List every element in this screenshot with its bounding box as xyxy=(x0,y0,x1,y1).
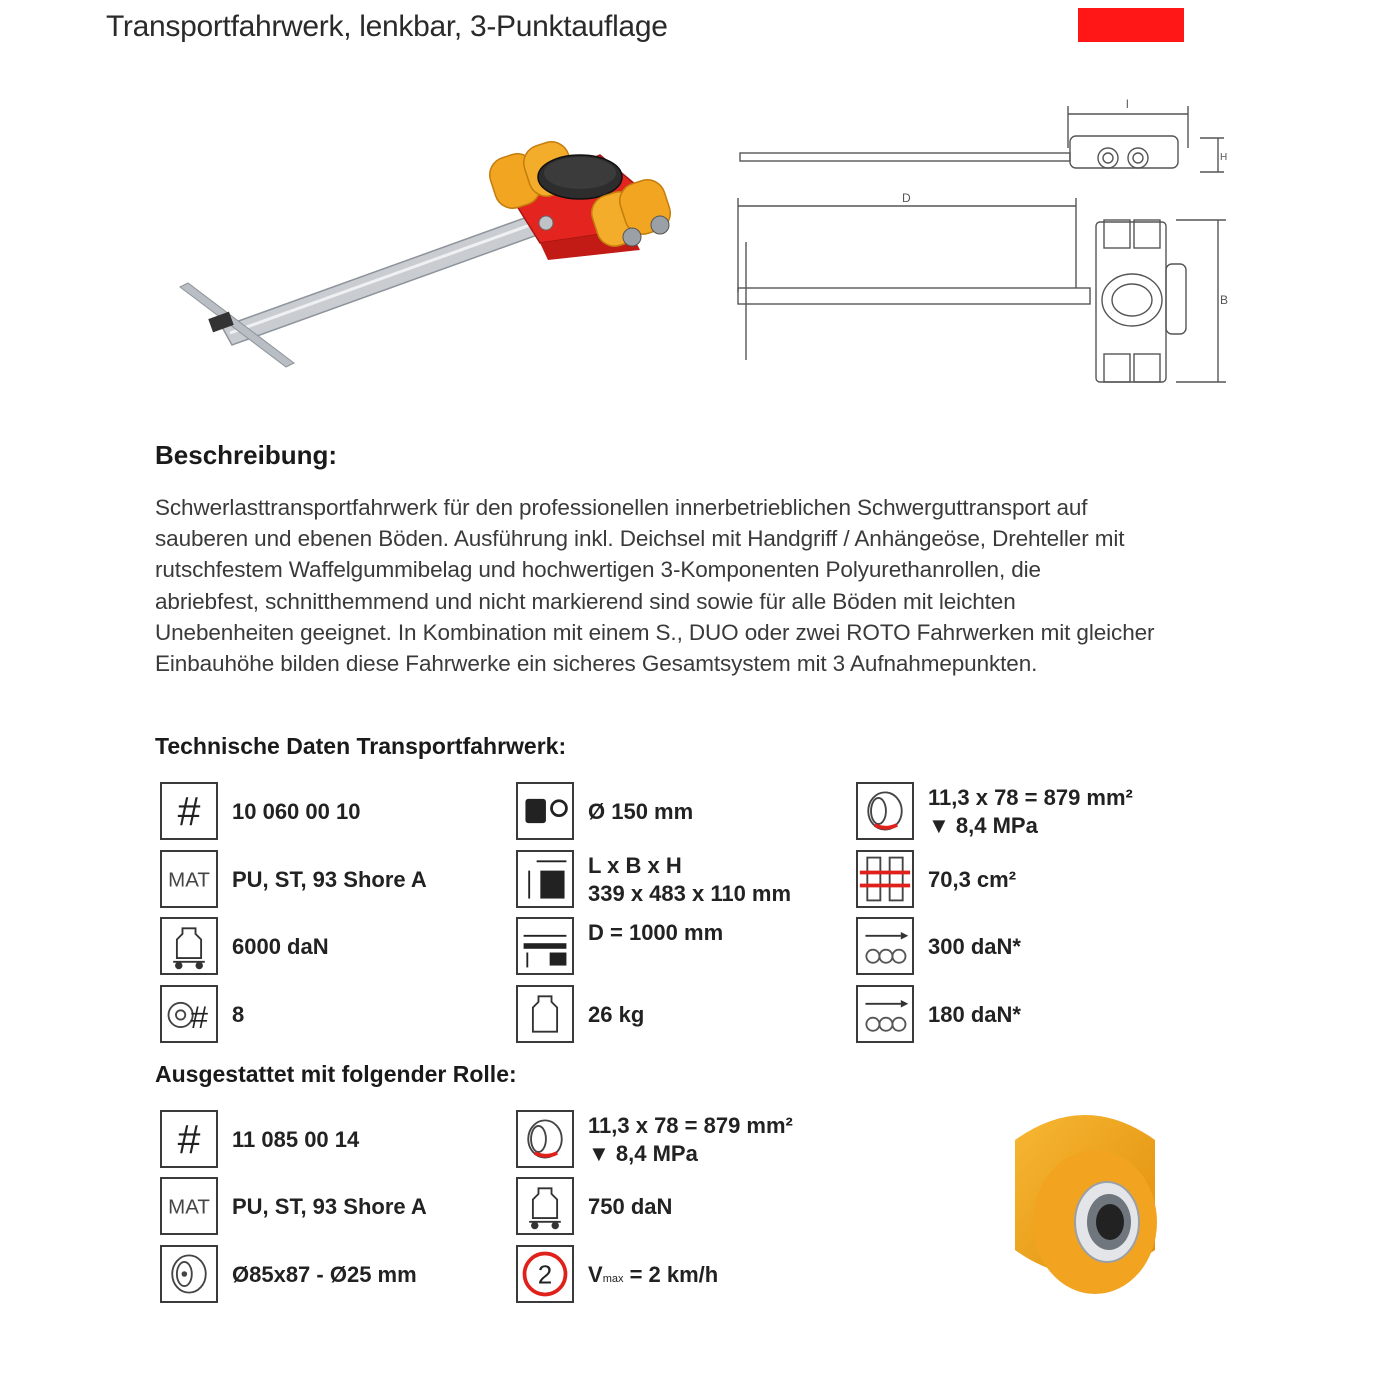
starting-force-value: 300 daN* xyxy=(928,934,1021,959)
dim-l-label: l xyxy=(1126,97,1129,111)
roller-diameter-value: Ø 150 mm xyxy=(588,799,694,824)
dim-d-label: D xyxy=(902,191,911,205)
roller-contact-area-value: 11,3 x 78 = 879 mm² ▼ 8,4 MPa xyxy=(588,1113,793,1166)
turntable-area-value: 70,3 cm² xyxy=(928,867,1017,892)
roller-heading: Ausgestattet mit folgender Rolle: xyxy=(155,1061,517,1087)
dim-b-label: B xyxy=(1220,293,1229,307)
roller-size-value: Ø85x87 - Ø25 mm xyxy=(232,1262,417,1287)
turntable-area-icon xyxy=(856,850,914,908)
roller-count-value: 8 xyxy=(232,1002,245,1027)
roller-size-icon xyxy=(160,1245,218,1303)
roller-count-icon xyxy=(160,985,218,1043)
material-icon xyxy=(160,850,218,908)
roller-material-value: PU, ST, 93 Shore A xyxy=(232,1194,427,1219)
load-capacity-value: 6000 daN xyxy=(232,934,329,959)
hash-icon xyxy=(160,1110,218,1168)
rolling-force-icon xyxy=(856,985,914,1043)
hash-icon xyxy=(160,782,218,840)
drawbar-length-value: D = 1000 mm xyxy=(588,920,724,945)
weight-icon xyxy=(516,985,574,1043)
load-capacity-icon xyxy=(516,1177,574,1235)
contact-area-icon xyxy=(856,782,914,840)
brand-bar xyxy=(1078,8,1184,42)
roller-diameter-icon xyxy=(516,782,574,840)
material-value: PU, ST, 93 Shore A xyxy=(232,867,427,892)
dimensions-icon xyxy=(516,850,574,908)
technical-drawing xyxy=(730,92,1230,392)
contact-area-value: 11,3 x 78 = 879 mm² ▼ 8,4 MPa xyxy=(928,785,1133,838)
svg-text:MAT: MAT xyxy=(168,868,210,892)
svg-text:#: # xyxy=(177,1115,201,1162)
page-title: Transportfahrwerk, lenkbar, 3-Punktauflage xyxy=(106,10,668,43)
dimensions-value: L x B x H 339 x 483 x 110 mm xyxy=(588,853,792,906)
article-number: 10 060 00 10 xyxy=(232,799,361,824)
svg-text:2: 2 xyxy=(537,1259,553,1290)
load-capacity-icon xyxy=(160,917,218,975)
roller-article-number: 11 085 00 14 xyxy=(232,1127,360,1152)
product-image xyxy=(170,135,690,375)
material-icon xyxy=(160,1177,218,1235)
speed-limit-value: Vmax = 2 km/h xyxy=(588,1262,719,1287)
svg-text:MAT: MAT xyxy=(168,1195,210,1219)
rolling-force-value: 180 daN* xyxy=(928,1002,1021,1027)
svg-text:#: # xyxy=(177,787,201,834)
weight-value: 26 kg xyxy=(588,1002,645,1027)
roller-image xyxy=(975,1100,1175,1300)
roller-load-value: 750 daN xyxy=(588,1194,673,1219)
description-heading: Beschreibung: xyxy=(155,440,338,470)
description-text: Schwerlasttransportfahrwerk für den professionellen innerbetrieblichen Schwerguttransport auf sauberen und ebenen Böden. Ausführung inkl. Deichsel mit Handgriff / Anhängeöse, Drehteller mit rutschfestem Waffelgummibelag und hochwertigen 3-Komponenten Polyurethanrollen, die abriebfest, schnitthemmend und nicht markierend sind sowie für alle Böden mit leichten Unebenheiten geeignet. In Kombination mit einem S., DUO oder zwei ROTO Fahrwerken mit gleicher Einbauhöhe bilden diese Fahrwerke ein sicheres Gesamtsystem mit 3 Aufnahmepunkten. xyxy=(155,495,1155,677)
contact-area-icon xyxy=(516,1110,574,1168)
tech-heading: Technische Daten Transportfahrwerk: xyxy=(155,733,567,759)
speed-limit-icon xyxy=(516,1245,574,1303)
drawbar-length-icon xyxy=(516,917,574,975)
svg-text:#: # xyxy=(190,998,209,1035)
dim-h-label: H xyxy=(1220,152,1228,163)
starting-force-icon xyxy=(856,917,914,975)
